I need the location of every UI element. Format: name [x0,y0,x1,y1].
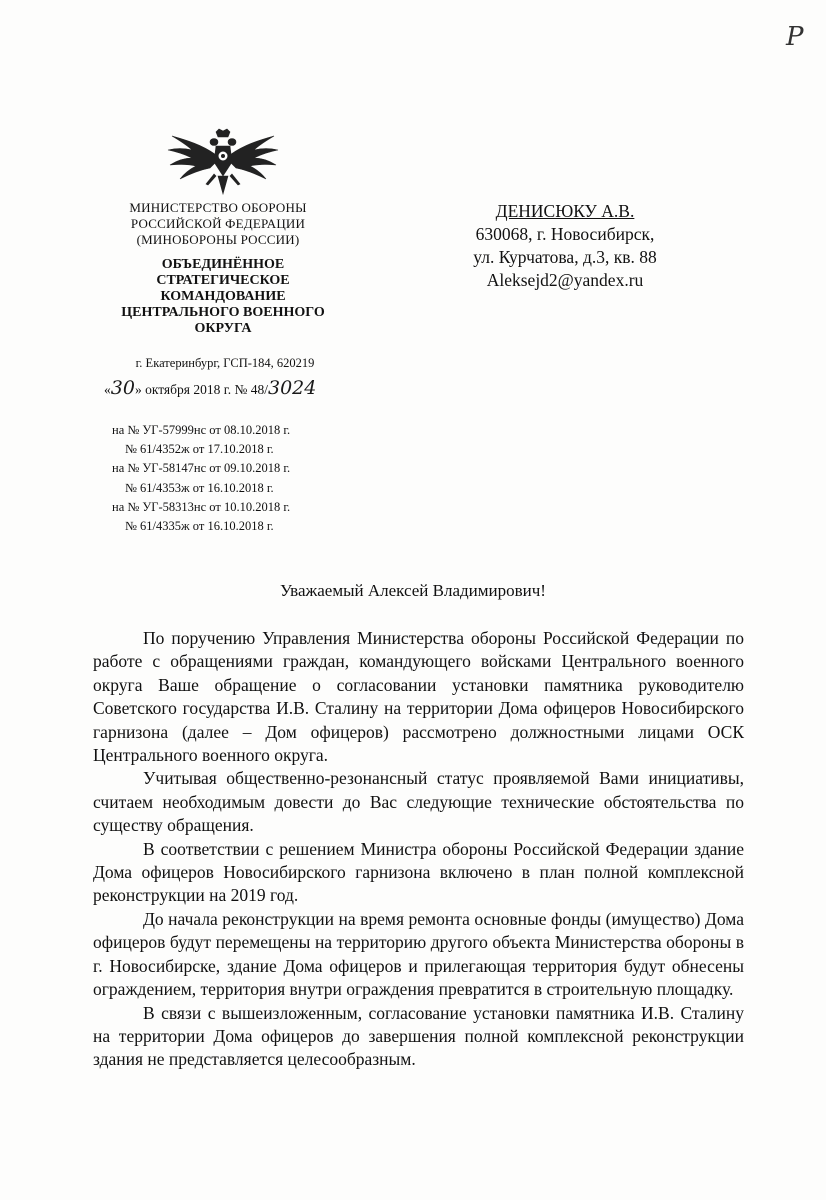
ministry-line: МИНИСТЕРСТВО ОБОРОНЫ [129,200,307,215]
command-line: КОМАНДОВАНИЕ [160,289,286,304]
ministry-line: РОССИЙСКОЙ ФЕДЕРАЦИИ [130,216,306,231]
body-paragraph: По поручению Управления Министерства обороны Российской Федерации по работе с обращениями граждан, командующего войсками Центрального военного округа Ваше обращение о согласовании установки памятника руководителю Советского государства И.В. Сталину на территории Дома офицеров Новосибирского гарнизона (далее – Дом офицеров) рассмотрено должностными лицами ОСК Центрального военного округа. [93,628,744,766]
reference-item: № 61/4335ж от 16.10.2018 г. [125,519,274,534]
salutation: Уважаемый Алексей Владимирович! [280,581,546,600]
recipient-email: Aleksejd2@yandex.ru [486,270,644,290]
body-paragraph: Учитывая общественно-резонансный статус проявляемой Вами инициативы, считаем необходимым довести до Вас следующие технические обстоятельства по существу обращения. [93,768,744,836]
quote-close: » [134,382,142,397]
recipient-address-line: 630068, г. Новосибирск, [475,224,655,244]
reference-item: № 61/4352ж от 17.10.2018 г. [125,442,274,457]
handwritten-day: 30 [110,377,135,399]
handwritten-corner-mark: Р [786,22,804,52]
body-paragraph: В соответствии с решением Министра обороны Российской Федерации здание Дома офицеров Новосибирского гарнизона включено в план полной комплексной реконструкции на 2019 год. [93,838,744,906]
sender-address: г. Екатеринбург, ГСП-184, 620219 [135,356,315,370]
ministry-line: (МИНОБОРОНЫ РОССИИ) [136,232,300,247]
recipient-address-line: ул. Курчатова, д.3, кв. 88 [473,247,657,267]
body-paragraph: В связи с вышеизложенным, согласование установки памятника И.В. Сталину на территории Дома офицеров до завершения полной комплексной реконструкции здания не представляется целесообразным. [93,1002,744,1070]
command-line: ОБЪЕДИНЁННОЕ [161,257,285,272]
command-line: ОКРУГА [194,321,252,336]
command-name [108,257,338,337]
quote-open: « [104,382,111,397]
body-paragraph: До начала реконструкции на время ремонта основные фонды (имущество) Дома офицеров будут перемещены на территорию другого объекта Министерства обороны в г. Новосибирске, здание Дома офицеров и прилегающая территория будут обнесены ограждением, территория внутри ограждения превратится в строительную площадку. [93,908,744,1000]
reference-item: на № УГ-57999нс от 08.10.2018 г. [112,423,291,437]
double-headed-eagle-emblem-icon [164,128,282,202]
recipient-block [440,200,690,292]
ministry-name [112,200,324,248]
month-year-text: октября 2018 г. № 48/ [145,382,268,397]
outgoing-date-number [104,377,364,399]
reference-list [112,421,342,536]
command-line: ЦЕНТРАЛЬНОГО ВОЕННОГО [121,305,325,320]
reference-item: на № УГ-58313нс от 10.10.2018 г. [112,499,291,514]
reference-item: на № УГ-58147нс от 09.10.2018 г. [112,461,291,476]
reference-item: № 61/4353ж от 16.10.2018 г. [125,480,274,495]
letter-body [93,627,744,1072]
recipient-name: ДЕНИСЮКУ А.В. [495,201,635,221]
handwritten-number: 3024 [267,377,317,399]
command-line: СТРАТЕГИЧЕСКОЕ [156,273,290,288]
